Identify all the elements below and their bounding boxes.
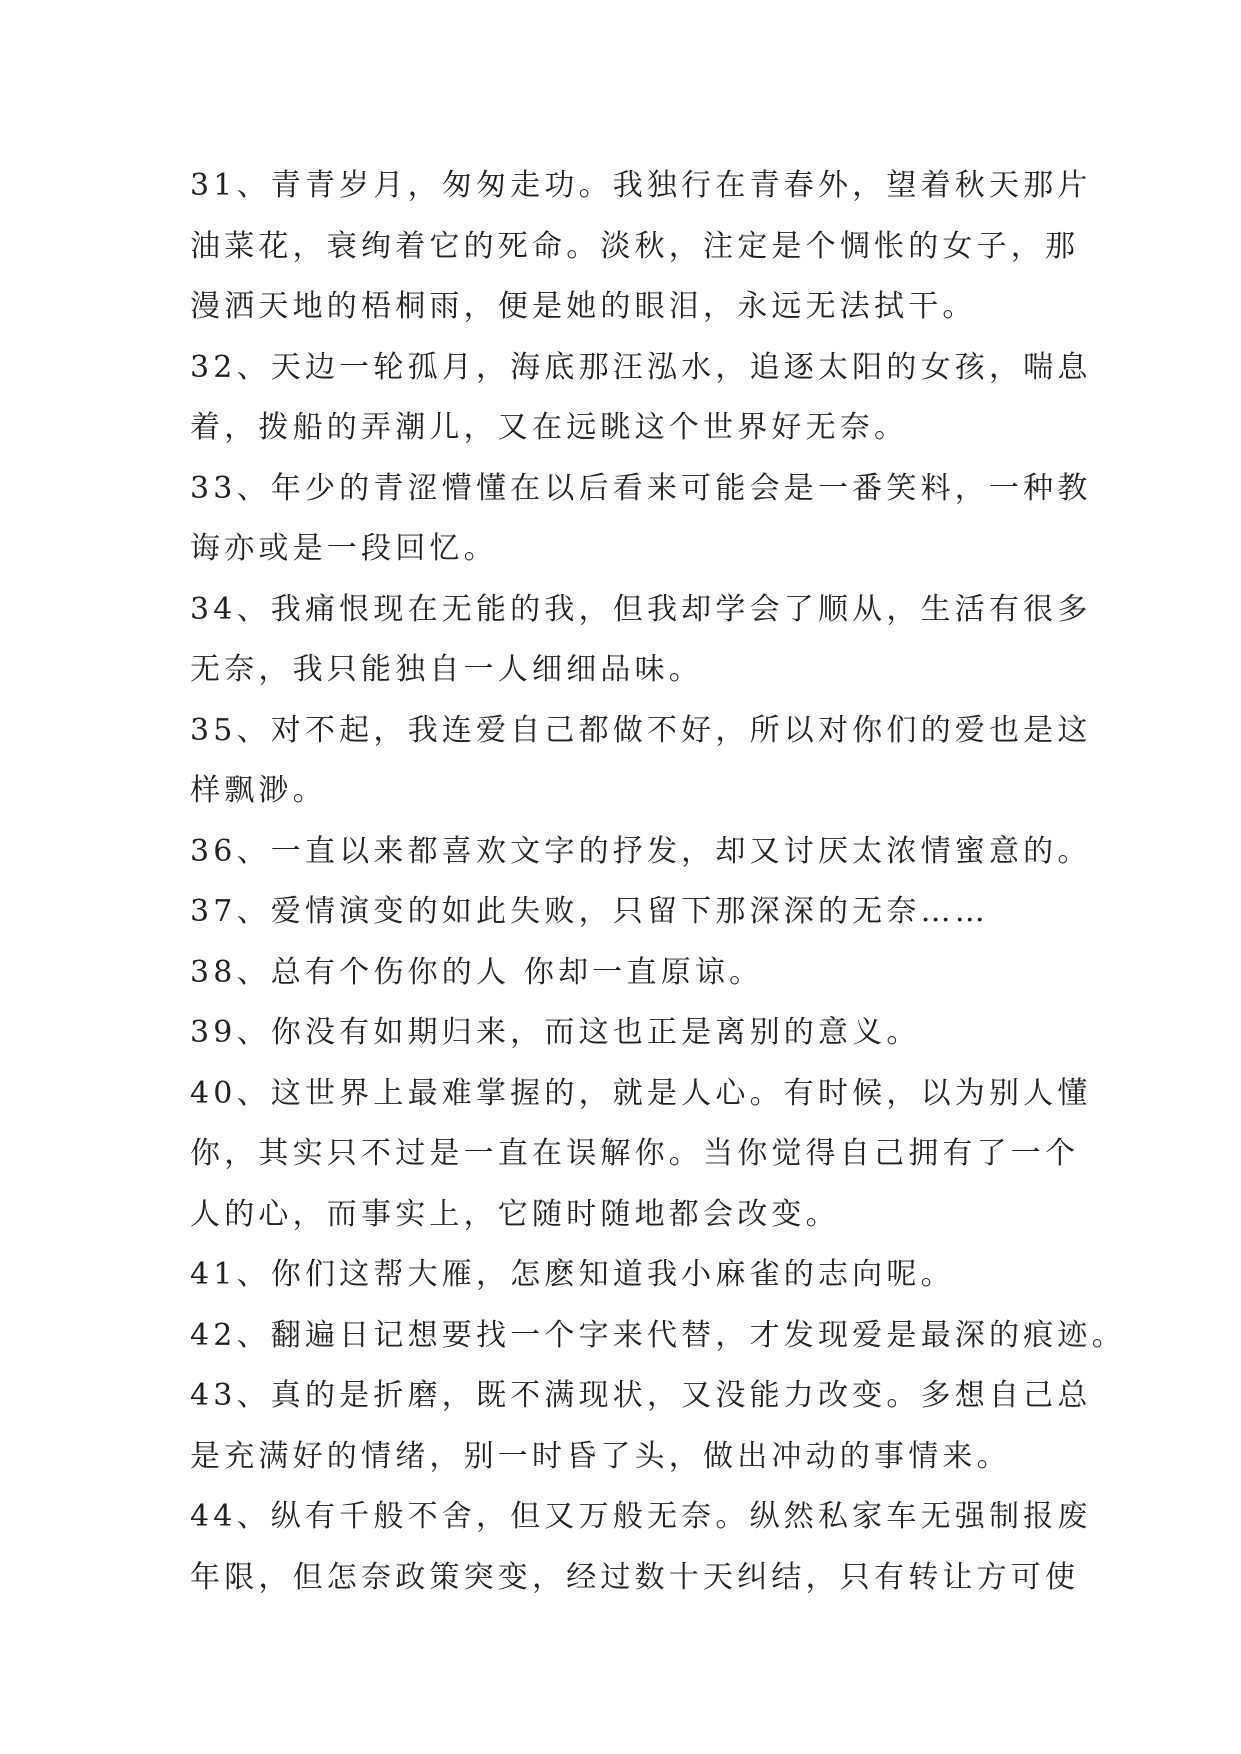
text-line: 是充满好的情绪，别一时昏了头，做出冲动的事情来。 <box>190 1438 1011 1474</box>
text-line: 着，拨船的弄潮儿，又在远眺这个世界好无奈。 <box>190 410 909 445</box>
text-line: 油菜花，衰绚着它的死命。淡秋，注定是个惆怅的女子，那 <box>190 228 1080 264</box>
text-line: 36、一直以来都喜欢文字的抒发，却又讨厌太浓情蜜意的。 <box>190 833 1092 869</box>
document-body <box>190 156 1126 1608</box>
text-line: 40、这世界上最难掌握的，就是人心。有时候，以为别人懂 <box>190 1075 1092 1111</box>
text-line: 44、纵有千般不舍，但又万般无奈。纵然私家车无强制报废 <box>190 1499 1092 1534</box>
text-line: 42、翻遍日记想要找一个字来代替，才发现爱是最深的痕迹。 <box>190 1317 1126 1353</box>
text-line: 43、真的是折磨，既不满现状，又没能力改变。多想自己总 <box>190 1378 1092 1413</box>
text-line: 年限，但怎奈政策突变，经过数十天纠结，只有转让方可使 <box>190 1559 1080 1595</box>
text-line: 31、青青岁月，匆匆走功。我独行在青春外，望着秋天那片 <box>190 168 1092 203</box>
text-line: 35、对不起，我连爱自己都做不好，所以对你们的爱也是这 <box>190 712 1092 748</box>
text-line: 33、年少的青涩懵懂在以后看来可能会是一番笑料，一种教 <box>190 470 1092 506</box>
text-line: 样飘渺。 <box>190 773 327 808</box>
text-line: 诲亦或是一段回忆。 <box>190 531 498 566</box>
text-line: 41、你们这帮大雁，怎麽知道我小麻雀的志向呢。 <box>190 1257 955 1292</box>
text-line: 你，其实只不过是一直在误解你。当你觉得自己拥有了一个 <box>190 1136 1080 1171</box>
text-line: 人的心，而事实上，它随时随地都会改变。 <box>190 1196 840 1232</box>
text-line: 无奈，我只能独自一人细细品味。 <box>190 652 703 687</box>
text-line: 38、总有个伤你的人 你却一直原谅。 <box>190 954 764 990</box>
text-line: 漫洒天地的梧桐雨，便是她的眼泪，永远无法拭干。 <box>190 289 977 324</box>
text-line: 39、你没有如期归来，而这也正是离别的意义。 <box>190 1015 921 1050</box>
text-line: 32、天边一轮孤月，海底那汪泓水，追逐太阳的女孩，喘息 <box>190 349 1092 385</box>
text-line: 34、我痛恨现在无能的我，但我却学会了顺从，生活有很多 <box>190 591 1092 627</box>
text-line: 37、爱情演变的如此失败，只留下那深深的无奈…… <box>190 894 989 929</box>
